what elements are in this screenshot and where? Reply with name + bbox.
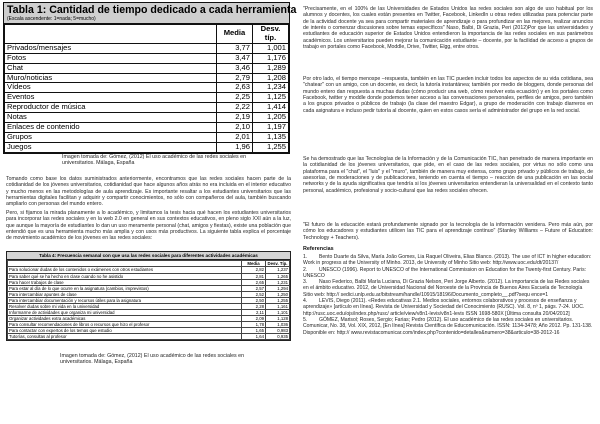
- table-1-header-row: [5, 25, 289, 44]
- table-1-row-desv: 1,135: [253, 132, 289, 142]
- table-4-row-media: 1,78: [242, 321, 266, 327]
- table-1-row-media: 2,79: [217, 73, 253, 83]
- table-4-row-media: 2,50: [242, 297, 266, 303]
- reference-item: [303, 254, 593, 267]
- right-paragraph-2: Por otro lado, el tiempo menospe –respuesta, también en las TIC pueden incluir todos los aspectos de su vida cotidiana, sea "chatear" con un amigo, con un docente, es decir, la tutoría instantánea; también por medio de bloggers, donde personas del mundo entero dan respuesta a muchas dudas (cómo producir una web, cómo resolver esta ecuación) y en los portales como Facebook, twitter y moddle donde podemos tener acceso a las conversaciones personales, perfiles de amigos, pero también a los grupos privados o públicos de trabajo (la clase del maestro Edgar), a grupo de moderación con trabajo diarreros en cada asignatura e incluso pedir tutoría al docente, quien en estos casos sería el administrador del grupo en la red social.: [303, 76, 593, 114]
- right-paragraph-1: "Precisamente, en el 100% de las Universidades de Estados Unidos las redes sociales son algo de uso habitual por los alumnos y docentes, los cuales están presentes en Twitter, Facebook, LinkedIn u otras redes utilizadas para potenciar parte de la actividad docente ya sea para compartir materiales de aprendizaje o para profundizar en las mejores, realizar anuncios de interés o comenzar discusiones sobre temas específicos" Naso, Balbi, Di Grazia, Peri (2012)Por que las universidades y estudiantes de educación superior de Estados Unidos entendieron la importancia de las redes sociales en sus parámetros académicos. Los universitarios pueden mejorar la comunicación estudiante – docente, por la facilidad de acceso a grupos de trabajo en portales como Facebook, Moddle, Drive, Twitter, Elgg, entre otros.: [303, 6, 593, 51]
- references-list: [303, 254, 593, 336]
- table-4-row-media: 2,65: [242, 279, 266, 285]
- reference-text: Bento Duarte da Silva, María João Gomes, Lia Raquel Oliveira, Elias Blanco. (2013). The use of ICT in higher education: Work in progress at the University of Minho. 2013, de University of Minho Sitio web: http://www.uoc.edu/dt/20137/: [303, 254, 592, 267]
- table-1-row: [5, 142, 289, 152]
- table-1-row-media: 2,01: [217, 132, 253, 142]
- table-1-row-label: Notas: [5, 113, 217, 123]
- table-1-row: [5, 132, 289, 142]
- table-1-row-label: Eventos: [5, 93, 217, 103]
- table-1-row-desv: 1,197: [253, 123, 289, 133]
- reference-number: 4.: [303, 298, 308, 305]
- table-4-row-desv: 1,128: [266, 315, 290, 321]
- table-1-row-label: Vídeos: [5, 83, 217, 93]
- table-4-row-media: 1,64: [242, 333, 266, 339]
- reference-item: [303, 317, 593, 336]
- table-4-row-media: 2,28: [242, 303, 266, 309]
- table-1-row-desv: 1,234: [253, 83, 289, 93]
- table-1-row-label: Fotos: [5, 53, 217, 63]
- table-1-row-desv: 1,255: [253, 142, 289, 152]
- table-4-row-desv: 1,101: [266, 309, 290, 315]
- caption-1-text: Imagen tomada de: Gómez, (2012) El uso académico de las redes sociales en universitarios. Málaga, España: [62, 154, 247, 167]
- table-4-row-desv: 1,237: [266, 267, 290, 273]
- table-4-row-media: 1,65: [242, 327, 266, 333]
- table-4-row-media: 2,52: [242, 291, 266, 297]
- table-1-row-label: Reproductor de música: [5, 103, 217, 113]
- table-1: [3, 2, 297, 154]
- table-1-row-desv: 1,125: [253, 93, 289, 103]
- table-1-row-media: 2,63: [217, 83, 253, 93]
- table-4-row-label: Organizar actividades extra académicas: [8, 315, 242, 321]
- table-4-row-desv: 1,036: [266, 321, 290, 327]
- table-4-row-label: Para intercambiar documentación y recursos útiles para la asignatura: [8, 297, 242, 303]
- table-1-row-label: Grupos: [5, 132, 217, 142]
- table-4-col-desv: Desv. Típ.: [266, 261, 290, 267]
- table-1-row-desv: 1,208: [253, 73, 289, 83]
- table-4-row-label: Para hacer trabajos de clase: [8, 279, 242, 285]
- table-4-title: Tabla 4: Frecuencia semanal con que usa las redes sociales para diferentes actividades académicas: [7, 252, 290, 260]
- table-4-row-desv: 1,265: [266, 273, 290, 279]
- table-4-row-label: Para consultar recomendaciones de libros o recursos que hizo el profesor: [8, 321, 242, 327]
- table-1-row-desv: 1,176: [253, 53, 289, 63]
- table-1-grid: [4, 24, 289, 153]
- reference-number: 5.: [303, 316, 308, 323]
- table-4-row-label: Para intercambiar apuntes de clase: [8, 291, 242, 297]
- table-1-row-label: Privados/mensajes: [5, 43, 217, 53]
- table-4: [6, 251, 291, 341]
- table-4-row-label: Para contactar con expertos de los temas que estudio: [8, 327, 242, 333]
- paragraph-2: Pero, si fijamos la mirada planamente a lo académico, y limitamos la tesis hacia qué hacen los estudiantes universitarios para incorporar las redes sociales y en la web 2.0 en general en sus contextos educativos, en pleno siglo XXI aún a la luz, que aunque la mayoría de estudiantes lo dan un uso meramente personal (chat, amigos y fiestas), existe una población que entendió que es una herramienta mucho más amplia y con usos más productivos. La siguiente tabla explica el porcentaje de movimiento académico de los jóvenes en las redes sociales:: [6, 210, 291, 242]
- table-4-row-media: 2,82: [242, 267, 266, 273]
- right-paragraph-4: "El futuro de la educación estará profundamente signado por la tecnología de la información venidera. Pero más aún, por cómo los educadores y estudiantes utilicen las TIC para el aprendizaje continuo" (Stanley Williams – Future of Education: Technology + Teachers).: [303, 222, 593, 241]
- table-4-row-desv: 0,935: [266, 333, 290, 339]
- table-4-row-label: Resolver dudas sobre mi vida en la universidad: [8, 303, 242, 309]
- table-4-row-label: Tutorías, consultas al profesor: [8, 333, 242, 339]
- reference-text: GÓMEZ, Marisol; Roses, Sergio; Farias; Pedro (2012). El uso académico de las redes sociales en universitarios. Comunicar, No. 38, Vol. XIX, 2012, [En línea] Revista Científica de Educomunicación. ISSN: 1134-3478; Año 2012. Pp. 131-138. Disponible en: http:// www.revistacomunicar.com/index.php?contenido=detalles&numero=38&articulo=38-2012-16: [303, 316, 593, 336]
- reference-item: [303, 298, 593, 317]
- table-1-caption: [62, 154, 252, 167]
- reference-number: 2.: [303, 266, 308, 273]
- table-4-body: [8, 267, 290, 340]
- table-1-row-desv: 1,289: [253, 63, 289, 73]
- table-1-header: [4, 3, 297, 24]
- table-1-row-media: 2,22: [217, 103, 253, 113]
- table-1-row-media: 3,46: [217, 63, 253, 73]
- table-4-caption: Imagen tomada de: Gómez, (2012) El uso académico de las redes sociales en universitarios. Málaga, España: [60, 353, 245, 366]
- table-1-row-desv: 1,205: [253, 113, 289, 123]
- table-4-row-desv: 1,231: [266, 279, 290, 285]
- table-1-row: [5, 43, 289, 53]
- table-1-row-media: 1,96: [217, 142, 253, 152]
- table-4-row-media: 2,81: [242, 273, 266, 279]
- table-4-row-desv: 1,250: [266, 291, 290, 297]
- table-4-row-label: Para solucionar dudas de los contenidos o exámenes con otros estudiantes: [8, 267, 242, 273]
- table-1-empty-header: [5, 25, 217, 44]
- table-1-col-desv: Desv. típ.: [253, 25, 289, 44]
- table-4-row-desv: 1,255: [266, 297, 290, 303]
- table-1-title: Tabla 1: Cantidad de tiempo dedicado a cada herramienta: [7, 4, 297, 16]
- table-1-row-desv: 1,001: [253, 43, 289, 53]
- table-1-row-media: 3,77: [217, 43, 253, 53]
- table-1-row: [5, 123, 289, 133]
- table-1-row-label: Muro/noticias: [5, 73, 217, 83]
- right-paragraph-3: Se ha demostrado que las Tecnologías de la Información y de la Comunicación TIC, han penetrado de manera importante en la cotidianidad de los jóvenes universitarios, que pide, en el caso de las redes sociales, por virtus no sólo como una plataforma para el "chat", el "luis" y el "muro", también de manera muy extensa, como grupo privado y públicos de trabajo, de asesorías, de moderaciones y de publicaciones, teniendo en cuenta el tiempo – reacción de una publicación en las social networks y de la ayuda significativa que tendría si los jóvenes universitarios entendieran la universalidad en el contexto tanto personal, académico, profesional y socio-cultural que las redes sociales ofrecen.: [303, 156, 593, 194]
- table-4-row-label: Para saber qué se ha hecho en clase cuando no he asistido: [8, 273, 242, 279]
- table-4-row: [8, 333, 290, 339]
- table-4-row-desv: 1,294: [266, 285, 290, 291]
- reference-text: Naso Federico, Balbi María Luciana, Di Grazia Nelson, Peri Jorge Alberto. (2012). La importancia de las Redes sociales en el ámbito educativo. 2012, de Universidad Nacional del Noroeste de la Provincia de Buenos Aires Escuela de Tecnología Sitio web: http:// sedici.unlp.edu.ar/bitstream/handle/10915/18196/Documento_completo__.pdf?sequ ence=1: [303, 279, 590, 298]
- table-1-row-label: Enlaces de contenido: [5, 123, 217, 133]
- table-1-row-media: 2,19: [217, 113, 253, 123]
- table-1-row-media: 2,25: [217, 93, 253, 103]
- table-1-row-label: Chat: [5, 63, 217, 73]
- table-1-row-label: Juegos: [5, 142, 217, 152]
- table-1-row: [5, 53, 289, 63]
- table-1-row: [5, 103, 289, 113]
- table-4-row-media: 2,11: [242, 309, 266, 315]
- reference-item: [303, 267, 593, 280]
- reference-item: [303, 279, 593, 298]
- table-1-row: [5, 63, 289, 73]
- reference-number: 3.: [303, 279, 308, 286]
- table-1-row-media: 3,47: [217, 53, 253, 63]
- paragraph-1: Tomando como base los datos suministrados anteriormente, encontramos que las redes sociales hacen parte de la cotidianidad de los jóvenes universitarios, cotidianidad que hace algunos años atrás no era incluida en el interior educativo y mucho menos en las metodologías de aula aprendizaje. Es importante resaltar a los estudiantes universitarios que las herramientas digitales facilitan y adquirir y compartir conocimientos, no sólo con compañeros del aula, también buscando ampliarlo con personas del mundo entero.: [6, 176, 291, 208]
- table-1-body: [5, 43, 289, 152]
- table-4-col-media: Media: [242, 261, 266, 267]
- table-4-row-desv: 1,161: [266, 303, 290, 309]
- table-4-grid: [7, 260, 290, 340]
- table-1-row-desv: 1,414: [253, 103, 289, 113]
- table-4-row-media: 2,09: [242, 315, 266, 321]
- table-1-row: [5, 93, 289, 103]
- table-4-row-label: Informarme de actividades que organiza mi universidad: [8, 309, 242, 315]
- table-1-row: [5, 73, 289, 83]
- table-1-subtitle: (Escala ascendente: 1=nada; 5=mucho): [7, 16, 96, 22]
- table-4-row-desv: 0,983: [266, 327, 290, 333]
- reference-number: 1.: [303, 254, 308, 260]
- table-4-row-media: 2,57: [242, 285, 266, 291]
- reference-text: UNESCO (1996). Report to UNESCO of the International Commission on Education for the Twenty-first Century. Paris: UNESCO: [303, 266, 587, 279]
- table-1-col-media: Media: [217, 25, 253, 44]
- table-1-row-media: 2,10: [217, 123, 253, 133]
- table-4-row-label: Para estar al día de lo que ocurre en la asignatura (cambios, imprevistos): [8, 285, 242, 291]
- reference-text: LEVIS, Diego (2011). «Redes educativas 2.1. Medios sociales, entornos colaborativos y procesos de enseñanza y aprendizaje» [artículo en línea]. Revista de Universidad y Sociedad del Conocimiento (RUSC). Vol. 8, nº 1, págs. 7-24. UOC. http://rusc.uoc.edu/ojs/index.php/rusc/ article/view/v8n1-levis/v8n1-levis ISSN 1698-580X [Última consulta 20/04/2012]: [303, 298, 585, 317]
- references-title: Referencias: [303, 246, 334, 252]
- table-1-row: [5, 113, 289, 123]
- table-1-row: [5, 83, 289, 93]
